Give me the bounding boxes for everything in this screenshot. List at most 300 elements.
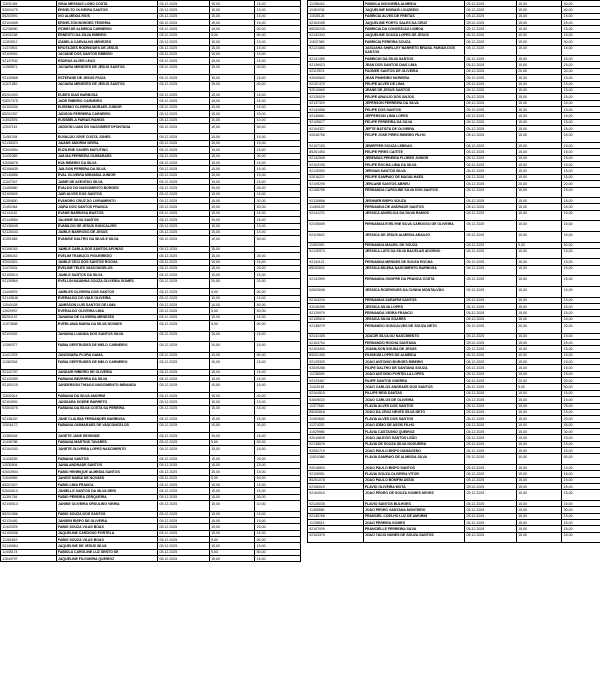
- cell-matricula: 85201586: [1, 511, 57, 517]
- cell-data: 05.12.2025: [158, 166, 210, 172]
- cell-nome: EVELINE TELES VASCONCELOS: [56, 265, 158, 271]
- cell-valor2: 15,00: [255, 191, 301, 197]
- cell-matricula: 92120043: [1, 229, 57, 235]
- cell-data: 05.12.2025: [465, 416, 517, 422]
- cell-nome: JAILSON PEREIRA DA SILVA: [56, 166, 158, 172]
- cell-valor2: 15,00: [562, 484, 600, 490]
- cell-data: 05.12.2025: [465, 181, 517, 187]
- cell-valor2: 50,00: [255, 123, 301, 134]
- cell-data: 05.12.2025: [465, 323, 517, 334]
- cell-valor2: 15,00: [562, 162, 600, 168]
- cell-data: 05.12.2025: [158, 320, 210, 331]
- table-row: [1, 422, 301, 433]
- cell-valor1: 10,00: [516, 454, 562, 465]
- cell-valor2: 15,00: [562, 174, 600, 180]
- table-row: [308, 187, 600, 198]
- cell-matricula: 92105677: [308, 119, 364, 125]
- cell-valor1: 5,00: [516, 242, 562, 248]
- cell-matricula: 92103490: [308, 346, 364, 352]
- cell-matricula: 92107153: [308, 142, 364, 148]
- cell-data: 05.12.2025: [158, 469, 210, 475]
- cell-matricula: 11553392: [308, 242, 364, 248]
- cell-valor1: 15,00: [516, 26, 562, 32]
- cell-matricula: 85201527: [1, 481, 57, 487]
- cell-matricula: 92105515: [308, 316, 364, 322]
- cell-matricula: 11463109: [308, 204, 364, 210]
- cell-valor1: 15,00: [209, 147, 255, 153]
- cell-valor1: 15,00: [516, 1, 562, 7]
- cell-valor1: 15,00: [516, 371, 562, 377]
- cell-matricula: 92108785: [308, 187, 364, 198]
- cell-nome: EVANE BARBOSA BASTOS: [56, 210, 158, 216]
- cell-data: 05.12.2025: [158, 295, 210, 301]
- cell-data: 05.12.2025: [465, 106, 517, 112]
- cell-nome: JOACIR SILVA DO NASCIMENTO: [363, 333, 465, 339]
- cell-valor1: 15,00: [209, 104, 255, 110]
- cell-matricula: 11377682: [308, 403, 364, 409]
- cell-valor2: 40,00: [255, 64, 301, 75]
- cell-valor2: 15,00: [562, 142, 600, 148]
- cell-valor2: 15,00: [562, 265, 600, 276]
- cell-valor1: 15,00: [516, 310, 562, 316]
- cell-nome: FLAVIA ALVES DOS SANTOS: [363, 416, 465, 422]
- cell-valor1: 15,00: [516, 520, 562, 526]
- cell-valor2: 25,00: [255, 456, 301, 462]
- cell-data: 05.12.2025: [465, 75, 517, 81]
- cell-valor1: 15,00: [209, 159, 255, 165]
- cell-matricula: 11382934: [1, 359, 57, 370]
- cell-valor1: 20,00: [209, 278, 255, 289]
- cell-valor2: 15,00: [562, 231, 600, 242]
- cell-valor2: 15,00: [562, 286, 600, 297]
- cell-valor1: 10,00: [209, 26, 255, 32]
- cell-nome: JASCIARA SHIRLLEY BARRETO BRASIL FARIAS DOS SANTOS: [363, 45, 465, 56]
- cell-nome: JEFERSON FERREIRA DA SILVA: [363, 100, 465, 106]
- cell-data: 05.12.2025: [465, 45, 517, 56]
- cell-matricula: 11516172: [1, 422, 57, 433]
- cell-valor1: 15,00: [209, 543, 255, 549]
- cell-data: 05.12.2025: [158, 462, 210, 468]
- cell-matricula: 92141405: [308, 333, 364, 339]
- cell-data: 05.12.2025: [158, 159, 210, 165]
- cell-valor2: 15,00: [255, 179, 301, 185]
- cell-nome: FABRICIO DA SILVA SANTOS: [363, 56, 465, 62]
- cell-valor2: 15,00: [562, 513, 600, 519]
- cell-valor1: 15,00: [209, 166, 255, 172]
- cell-matricula: 92120974: [308, 248, 364, 259]
- table-row: [308, 323, 600, 334]
- cell-data: 05.12.2025: [465, 126, 517, 132]
- cell-matricula: 92120038: [308, 501, 364, 507]
- cell-valor1: 15,00: [209, 58, 255, 64]
- cell-nome: EUSSBELA FARIAS RAMOS: [56, 117, 158, 123]
- cell-data: 05.12.2025: [465, 333, 517, 339]
- cell-valor2: 15,00: [255, 511, 301, 517]
- cell-nome: EVELLIN NAIANNA SOUZA OLIVEIRA GOMES: [56, 278, 158, 289]
- cell-valor2: 15,00: [255, 543, 301, 549]
- cell-valor1: 15,00: [516, 339, 562, 345]
- cell-data: 05.12.2025: [158, 210, 210, 216]
- cell-valor1: 15,00: [209, 433, 255, 439]
- cell-nome: FABIANA GUIMARAES DE VASCONCELOS: [56, 422, 158, 433]
- cell-matricula: 85200591: [1, 13, 57, 19]
- cell-nome: EVAL OLIVEIRA MIRANDA JUNIOR: [56, 172, 158, 178]
- cell-valor2: 40,00: [562, 7, 600, 13]
- cell-data: 05.12.2025: [465, 142, 517, 148]
- cell-matricula: 11411918: [308, 384, 364, 390]
- cell-data: 05.12.2025: [158, 134, 210, 140]
- cell-nome: FAGNER SANTOS DE OLIVEIRA: [363, 68, 465, 74]
- cell-matricula: 11258416: [308, 1, 364, 7]
- cell-data: 05.12.2025: [158, 481, 210, 487]
- table-row: [1, 123, 301, 134]
- cell-valor1: 15,00: [516, 276, 562, 287]
- cell-data: 05.12.2025: [158, 439, 210, 445]
- cell-matricula: 92048455: [308, 303, 364, 309]
- cell-matricula: 11540428: [1, 301, 57, 307]
- cell-data: 05.12.2025: [465, 403, 517, 409]
- cell-valor2: 15,00: [255, 416, 301, 422]
- cell-valor1: 15,00: [209, 20, 255, 26]
- cell-nome: FABRICIA ALVES DE FREITAS: [363, 13, 465, 19]
- cell-matricula: 92138676: [308, 441, 364, 447]
- cell-matricula: 11532158: [1, 32, 57, 38]
- cell-valor2: 15,00: [562, 132, 600, 143]
- cell-matricula: 92004179: [1, 7, 57, 13]
- cell-valor2: 20,00: [562, 181, 600, 187]
- cell-nome: JOAO PAULO BOMFIM ASSIS: [363, 477, 465, 483]
- cell-valor1: 15,00: [209, 229, 255, 235]
- cell-matricula: 92123467: [308, 378, 364, 384]
- cell-nome: FABIANA MARTINS TAVARES: [56, 439, 158, 445]
- cell-matricula: 92003904: [1, 469, 57, 475]
- cell-matricula: 92105089: [308, 221, 364, 232]
- cell-data: 05.12.2025: [158, 289, 210, 295]
- cell-data: 05.12.2025: [158, 511, 210, 517]
- cell-nome: FABIO PEREIRA CERQUEIRA: [56, 494, 158, 500]
- cell-data: 05.12.2025: [465, 484, 517, 490]
- cell-valor2: 15,00: [562, 210, 600, 221]
- cell-valor1: 15,00: [516, 174, 562, 180]
- cell-matricula: 11544797: [1, 556, 57, 562]
- cell-valor2: 15,00: [562, 297, 600, 303]
- cell-valor2: 10,00: [255, 117, 301, 123]
- cell-valor1: 15,00: [516, 168, 562, 174]
- cell-matricula: 85202337: [1, 111, 57, 117]
- cell-matricula: 11347347: [1, 179, 57, 185]
- cell-nome: JERLANE SANTOS ABREU: [363, 181, 465, 187]
- cell-data: 05.12.2025: [158, 39, 210, 45]
- cell-nome: FELIPE JOSE PIRES RIBEIRO FILHO: [363, 132, 465, 143]
- cell-valor1: 15,00: [209, 469, 255, 475]
- cell-matricula: 85201454: [308, 149, 364, 155]
- cell-valor2: 15,00: [562, 13, 600, 19]
- cell-valor2: 15,00: [562, 477, 600, 483]
- cell-valor1: 15,00: [209, 399, 255, 405]
- cell-data: 05.12.2025: [158, 223, 210, 229]
- cell-nome: FABIO LIMA FRANCA: [56, 481, 158, 487]
- cell-matricula: 11382819: [1, 537, 57, 543]
- cell-valor2: 15,00: [255, 229, 301, 235]
- cell-data: 05.12.2025: [158, 433, 210, 439]
- cell-matricula: 11461934: [1, 134, 57, 140]
- cell-valor1: 15,00: [516, 409, 562, 415]
- cell-valor2: 50,00: [562, 454, 600, 465]
- cell-valor2: 25,00: [255, 265, 301, 271]
- cell-nome: FERNANDO GONCALVES DE SOUZA NETO: [363, 323, 465, 334]
- cell-nome: JOAO PEDRO SANTANA MONTEIRO: [363, 507, 465, 513]
- left-column: [0, 0, 293, 678]
- cell-valor2: 15,00: [255, 405, 301, 416]
- cell-valor1: 15,00: [516, 87, 562, 93]
- cell-nome: FERNANDA MENDES DE SOUZA ROCHA: [363, 259, 465, 265]
- cell-nome: EVANILDO DE JESUS GONCALVES: [56, 223, 158, 229]
- cell-valor1: 15,00: [516, 62, 562, 68]
- cell-valor2: 30,00: [562, 39, 600, 45]
- cell-nome: FELIPE FERREIRA DA SILVA: [363, 119, 465, 125]
- cell-matricula: 85201455: [308, 352, 364, 358]
- cell-nome: ERNESTO DA SILVA RIBEIRO: [56, 32, 158, 38]
- table-row: [308, 490, 600, 501]
- cell-matricula: 92141888: [308, 106, 364, 112]
- cell-valor2: 15,00: [255, 147, 301, 153]
- cell-nome: JAIME DE AZEVEDO SILVA: [56, 179, 158, 185]
- cell-matricula: 92105951: [308, 471, 364, 477]
- cell-matricula: 92104330: [1, 104, 57, 110]
- cell-data: 05.12.2025: [158, 20, 210, 26]
- table-row: [308, 231, 600, 242]
- cell-data: 05.12.2025: [465, 352, 517, 358]
- cell-matricula: 92120959: [1, 376, 57, 382]
- table-row: [1, 382, 301, 393]
- cell-nome: FERNANDO ROCHA SANTANA: [363, 339, 465, 345]
- cell-nome: JAQUELINE FILGUEIRA QUEIROZ: [56, 556, 158, 562]
- cell-valor2: 35,00: [255, 494, 301, 500]
- cell-nome: JAQUELINE DE JESUS SILVA: [56, 543, 158, 549]
- cell-valor1: 15,00: [209, 1, 255, 7]
- cell-nome: JANIA ANDRADE SANTOS: [56, 462, 158, 468]
- cell-valor2: 15,00: [255, 462, 301, 468]
- cell-valor1: 15,00: [209, 456, 255, 462]
- cell-nome: JOAO PAULO BISPO SANTOS: [363, 464, 465, 470]
- cell-nome: JADE RIBEIRO CARNEIRO: [56, 98, 158, 104]
- right-column: [307, 0, 600, 678]
- cell-valor2: 15,00: [562, 26, 600, 32]
- cell-valor1: 15,00: [516, 94, 562, 100]
- cell-valor2: 50,00: [562, 242, 600, 248]
- cell-valor2: 15,00: [562, 32, 600, 38]
- cell-nome: JACIANE DOS SANTOS RIBEIRO: [56, 51, 158, 57]
- right-table-body: [308, 1, 600, 543]
- cell-valor2: 50,00: [255, 32, 301, 38]
- cell-matricula: 92119574: [308, 68, 364, 74]
- cell-data: 05.12.2025: [158, 445, 210, 456]
- cell-valor1: 15,00: [516, 441, 562, 447]
- cell-matricula: 92104196: [308, 162, 364, 168]
- cell-nome: ERIVELTON BORGES TEIXEIRA: [56, 20, 158, 26]
- cell-valor2: 15,00: [562, 390, 600, 396]
- cell-valor1: 15,00: [516, 155, 562, 161]
- cell-valor1: 15,00: [516, 435, 562, 441]
- cell-nome: FILIPE SANTOS GUERRA: [363, 378, 465, 384]
- cell-nome: JADSON LUAN DO NASCIMENTOFONTANA: [56, 123, 158, 134]
- cell-data: 05.12.2025: [158, 494, 210, 500]
- cell-valor2: 15,00: [562, 448, 600, 454]
- cell-nome: JOANILSON SOUSA DE JESUS: [363, 346, 465, 352]
- cell-data: 05.12.2025: [465, 155, 517, 161]
- cell-valor1: 15,00: [516, 390, 562, 396]
- cell-valor1: 15,00: [516, 204, 562, 210]
- cell-valor2: 15,00: [562, 62, 600, 68]
- cell-nome: JOAO PEDRO DE SOUZA GOMES NEVES: [363, 490, 465, 501]
- cell-matricula: 92120481: [1, 517, 57, 523]
- cell-matricula: 92140513: [1, 501, 57, 512]
- table-row: [1, 320, 301, 331]
- cell-nome: JERIVAN SANTOS SILVA: [363, 168, 465, 174]
- cell-valor2: 40,00: [255, 392, 301, 398]
- cell-valor1: 15,00: [209, 517, 255, 523]
- cell-nome: JANETE OLIVEIRA LOPES NASCIMENTO: [56, 445, 158, 456]
- cell-valor1: 15,00: [209, 140, 255, 146]
- cell-nome: JAMILE CARLA DOS SANTOS AFONSO: [56, 246, 158, 252]
- table-row: [308, 276, 600, 287]
- cell-matricula: 92138323: [1, 140, 57, 146]
- cell-matricula: 92119643: [308, 231, 364, 242]
- cell-matricula: 85201137: [1, 314, 57, 320]
- cell-data: 05.12.2025: [465, 187, 517, 198]
- cell-valor2: 50,00: [255, 352, 301, 358]
- cell-valor2: 15,00: [255, 517, 301, 523]
- cell-data: 05.12.2025: [158, 179, 210, 185]
- cell-valor1: 5,00: [209, 549, 255, 555]
- table-row: [1, 331, 301, 342]
- cell-valor2: 15,00: [562, 81, 600, 87]
- cell-valor2: 15,00: [562, 56, 600, 62]
- cell-valor1: 15,00: [209, 246, 255, 252]
- cell-matricula: 92141599: [308, 276, 364, 287]
- cell-valor2: 15,00: [255, 13, 301, 19]
- cell-data: 05.12.2025: [465, 310, 517, 316]
- table-row: [1, 556, 301, 562]
- cell-valor1: 15,00: [516, 464, 562, 470]
- cell-matricula: 92141121: [308, 259, 364, 265]
- cell-valor2: 15,00: [255, 1, 301, 7]
- cell-valor1: 15,00: [209, 352, 255, 358]
- cell-valor1: 15,00: [209, 392, 255, 398]
- cell-valor2: 50,00: [255, 289, 301, 295]
- cell-nome: JAQUELINE CARDOSO PORTELA: [56, 530, 158, 536]
- cell-valor2: 15,00: [255, 75, 301, 81]
- cell-matricula: 92104704: [308, 339, 364, 345]
- cell-nome: JACIARA MENEZES DE JESUS SANTOS: [56, 64, 158, 75]
- cell-valor2: 15,00: [562, 75, 600, 81]
- cell-valor1: 15,00: [516, 113, 562, 119]
- cell-data: 05.12.2025: [465, 316, 517, 322]
- cell-valor1: 15,00: [516, 422, 562, 428]
- cell-data: 05.12.2025: [465, 32, 517, 38]
- cell-nome: JALINNE SILVA SANTOS: [56, 217, 158, 223]
- cell-matricula: 92004013: [1, 488, 57, 494]
- cell-nome: JAQUELINE SOUZA LOPES DE JESUS: [363, 32, 465, 38]
- cell-matricula: 92104515: [308, 390, 364, 396]
- cell-valor1: 15,00: [516, 13, 562, 19]
- cell-nome: EROTILDES RODRIGUES DE JESUS: [56, 45, 158, 51]
- cell-valor2: 30,00: [255, 422, 301, 433]
- cell-valor2: 15,00: [562, 352, 600, 358]
- cell-nome: JEFFERSON LIMA LOPES: [363, 113, 465, 119]
- cell-nome: FILEMOM LOPES DE ALMEIDA: [363, 352, 465, 358]
- cell-valor2: 10,00: [255, 501, 301, 512]
- cell-data: 05.12.2025: [465, 248, 517, 259]
- cell-matricula: 11531494: [1, 1, 57, 7]
- cell-matricula: 92106015: [308, 484, 364, 490]
- cell-valor1: 15,00: [209, 153, 255, 159]
- cell-matricula: 92141221: [308, 210, 364, 221]
- cell-nome: FABIANA SANTOS: [56, 456, 158, 462]
- cell-valor1: 15,00: [516, 501, 562, 507]
- cell-matricula: 11236909: [308, 371, 364, 377]
- cell-matricula: 92049286: [308, 365, 364, 371]
- cell-valor2: 15,00: [562, 113, 600, 119]
- cell-valor2: 20,00: [255, 278, 301, 289]
- cell-valor2: 15,00: [255, 481, 301, 487]
- cell-data: 05.12.2025: [158, 246, 210, 252]
- cell-nome: JOAO IZIDIO DE ASSIS FILHO: [363, 422, 465, 428]
- cell-nome: FABIO SOUZA DOS SANTOS: [56, 511, 158, 517]
- cell-nome: JEANE DE JESUS SANTOS: [363, 87, 465, 93]
- cell-data: 05.12.2025: [158, 475, 210, 481]
- table-row: [308, 210, 600, 221]
- cell-valor1: 15,00: [209, 217, 255, 223]
- cell-nome: ESTEFANE DE JESUS FIUZA: [56, 75, 158, 81]
- table-row: [1, 64, 301, 75]
- cell-matricula: 92106116: [1, 246, 57, 252]
- cell-nome: FLAVIA DE SOUZA SILVA NOGUEIRA: [363, 441, 465, 447]
- cell-valor2: 15,00: [562, 365, 600, 371]
- cell-valor2: 35,00: [255, 253, 301, 259]
- cell-data: 05.12.2025: [465, 162, 517, 168]
- cell-matricula: 92138437: [1, 416, 57, 422]
- cell-matricula: 92139568: [1, 75, 57, 81]
- cell-valor2: 15,00: [255, 104, 301, 110]
- cell-nome: JANDERSON THIAGO NASCIMENTO MIRANDA: [56, 382, 158, 393]
- cell-valor2: 15,00: [255, 433, 301, 439]
- table-row: [1, 359, 301, 370]
- cell-nome: JESSICA DE JESUS ALMEIDA ARAUJO: [363, 231, 465, 242]
- cell-valor1: 15,00: [516, 397, 562, 403]
- cell-matricula: 92006676: [1, 159, 57, 165]
- cell-nome: JOAO DA CRUZ NEVES SILVA NETO: [363, 409, 465, 415]
- cell-nome: EVERALDO OLIVEIRA LIMA: [56, 308, 158, 314]
- cell-data: 05.12.2025: [158, 185, 210, 191]
- cell-valor1: 15,00: [209, 422, 255, 433]
- cell-data: 05.12.2025: [158, 7, 210, 13]
- cell-matricula: 11537369: [308, 39, 364, 45]
- cell-nome: IVO ALMEIDA RIOS: [56, 13, 158, 19]
- cell-matricula: 92120029: [308, 94, 364, 100]
- cell-matricula: 92010845: [308, 435, 364, 441]
- cell-data: 05.12.2025: [465, 68, 517, 74]
- cell-nome: JEAN PINHEIRO MOREIRA: [363, 75, 465, 81]
- cell-valor1: 15,00: [516, 20, 562, 26]
- cell-data: 05.12.2025: [465, 532, 517, 543]
- cell-data: 05.12.2025: [158, 104, 210, 110]
- cell-data: 05.12.2025: [465, 210, 517, 221]
- cell-nome: FRANCIELLE FERREIRA SILVA: [363, 526, 465, 532]
- cell-valor1: 15,00: [516, 259, 562, 265]
- cell-data: 05.12.2025: [158, 314, 210, 320]
- cell-nome: FERNANDA CAROLINE SILVA DOS SANTOS: [363, 187, 465, 198]
